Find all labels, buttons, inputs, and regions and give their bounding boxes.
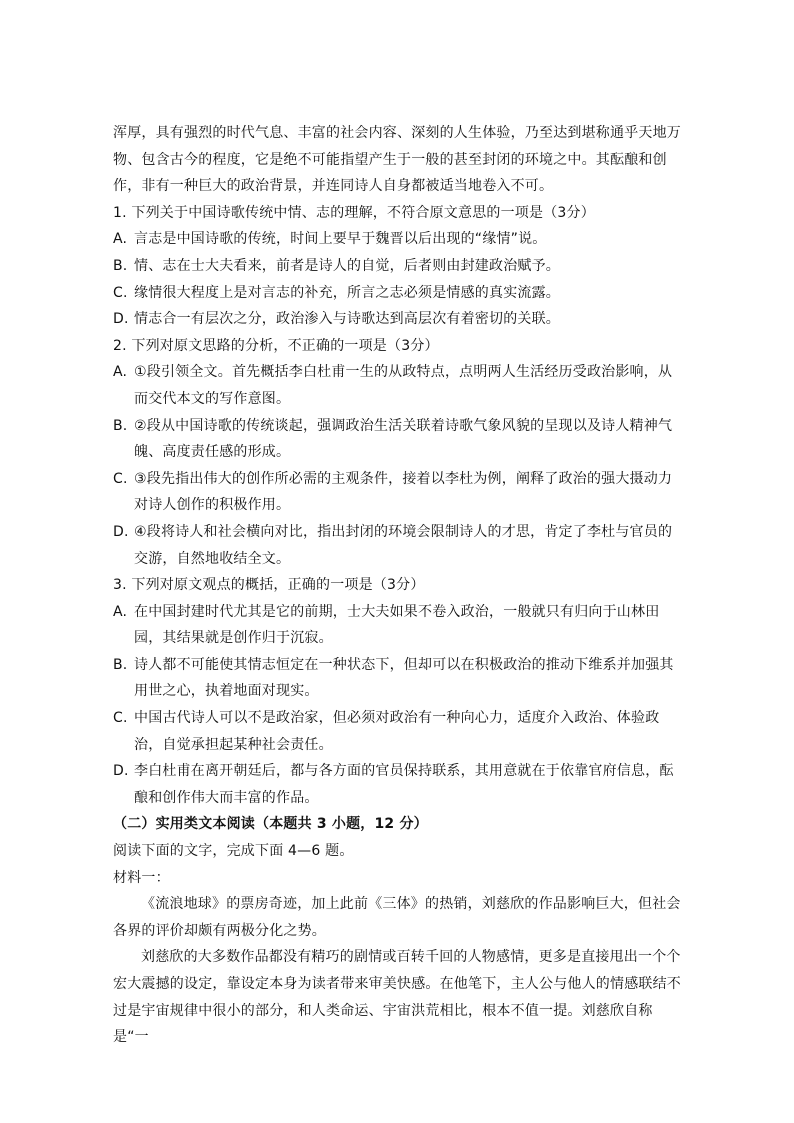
option-text: ②段从中国诗歌的传统谈起，强调政治生活关联着诗歌气象风貌的呈现以及诗人精神气魄、高度责任感的形成。 — [134, 417, 673, 461]
option-text: ③段先指出伟大的创作所必需的主观条件，接着以李杜为例，阐释了政治的强大摄动力对诗人创作的积极作用。 — [134, 470, 673, 514]
material-paragraph: 刘慈欣的大多数作品都没有精巧的剧情或百转千回的人物感情，更多是直接甩出一个个宏大震撼的设定，靠设定本身为读者带来审美快感。在他笔下，主人公与他人的情感联结不过是宇宙规律中很小的部分，和人类命运、宇宙洪荒相比，根本不值一提。刘慈欣自称是“一 — [113, 949, 681, 1046]
option-b — [113, 652, 683, 705]
option-label: B. — [113, 257, 128, 274]
option-text: 言志是中国诗歌的传统，时间上要早于魏晋以后出现的“缘情”说。 — [134, 231, 547, 248]
option-b — [113, 253, 683, 280]
option-c — [113, 705, 683, 758]
option-d — [113, 758, 683, 811]
document-body — [113, 120, 683, 1051]
option-text: ①段引领全文。首先概括李白杜甫一生的从政特点，点明两人生活经历受政治影响，从而交代本文的写作意图。 — [134, 364, 673, 407]
option-label: C. — [113, 284, 128, 301]
option-text: 诗人都不可能使其情志恒定在一种状态下，但却可以在积极政治的推动下维系并加强其用世之心，执着地面对现实。 — [134, 656, 674, 700]
option-text: 在中国封建时代尤其是它的前期，士大夫如果不卷入政治，一般就只有归向于山林田园，其结果就是创作归于沉寂。 — [134, 603, 660, 647]
question-3 — [113, 572, 683, 811]
option-label: B. — [113, 656, 128, 673]
question-stem: 3. 下列对原文观点的概括，正确的一项是（3分） — [113, 577, 425, 594]
intro-paragraph: 浑厚，具有强烈的时代气息、丰富的社会内容、深刻的人生体验，乃至达到堪称通乎天地万物、包含古今的程度，它是绝不可能指望产生于一般的甚至封闭的环境之中。其酝酿和创作，非有一种巨大的政治背景，并连同诗人自身都被适当地卷入不可。 — [113, 125, 681, 195]
option-d — [113, 306, 683, 333]
option-label: D. — [113, 311, 129, 328]
option-text: 李白杜甫在离开朝廷后，都与各方面的官员保持联系，其用意就在于依靠官府信息，酝酿和创作伟大而丰富的作品。 — [134, 763, 674, 806]
option-label: A. — [113, 364, 128, 381]
option-text: 缘情很大程度上是对言志的补充，所言之志必须是情感的真实流露。 — [134, 284, 560, 301]
option-text: 情志合一有层次之分，政治渗入与诗歌达到高层次有着密切的关联。 — [134, 311, 560, 328]
option-a — [113, 359, 683, 412]
question-stem: 2. 下列对原文思路的分析，不正确的一项是（3分） — [113, 337, 439, 354]
question-stem: 1. 下列关于中国诗歌传统中情、志的理解，不符合原文意思的一项是（3分） — [113, 204, 595, 221]
section-title: （二）实用类文本阅读（本题共 3 小题，12 分） — [113, 816, 428, 833]
option-text: 中国古代诗人可以不是政治家，但必须对政治有一种向心力，适度介入政治、体验政治，自觉承担起某种社会责任。 — [134, 710, 660, 753]
option-label: D. — [113, 523, 129, 540]
option-a — [113, 599, 683, 652]
question-2 — [113, 333, 683, 572]
option-label: A. — [113, 603, 128, 620]
question-1 — [113, 200, 683, 333]
option-a — [113, 226, 683, 253]
option-label: D. — [113, 763, 129, 780]
option-b — [113, 413, 683, 466]
option-text: 情、志在士大夫看来，前者是诗人的自觉，后者则由封建政治赋予。 — [134, 257, 560, 274]
material-label: 材料一： — [113, 869, 170, 886]
option-d — [113, 519, 683, 572]
material-paragraph: 《流浪地球》的票房奇迹，加上此前《三体》的热销，刘慈欣的作品影响巨大，但社会各界的评价却颇有两极分化之势。 — [113, 896, 681, 939]
option-label: B. — [113, 417, 128, 434]
option-text: ④段将诗人和社会横向对比，指出封闭的环境会限制诗人的才思，肯定了李杜与官员的交游，自然地收结全文。 — [134, 523, 673, 567]
section-instruction: 阅读下面的文字，完成下面 4—6 题。 — [113, 843, 354, 860]
option-c — [113, 280, 683, 307]
option-label: A. — [113, 231, 128, 248]
option-label: C. — [113, 470, 128, 487]
option-label: C. — [113, 710, 128, 727]
option-c — [113, 466, 683, 519]
